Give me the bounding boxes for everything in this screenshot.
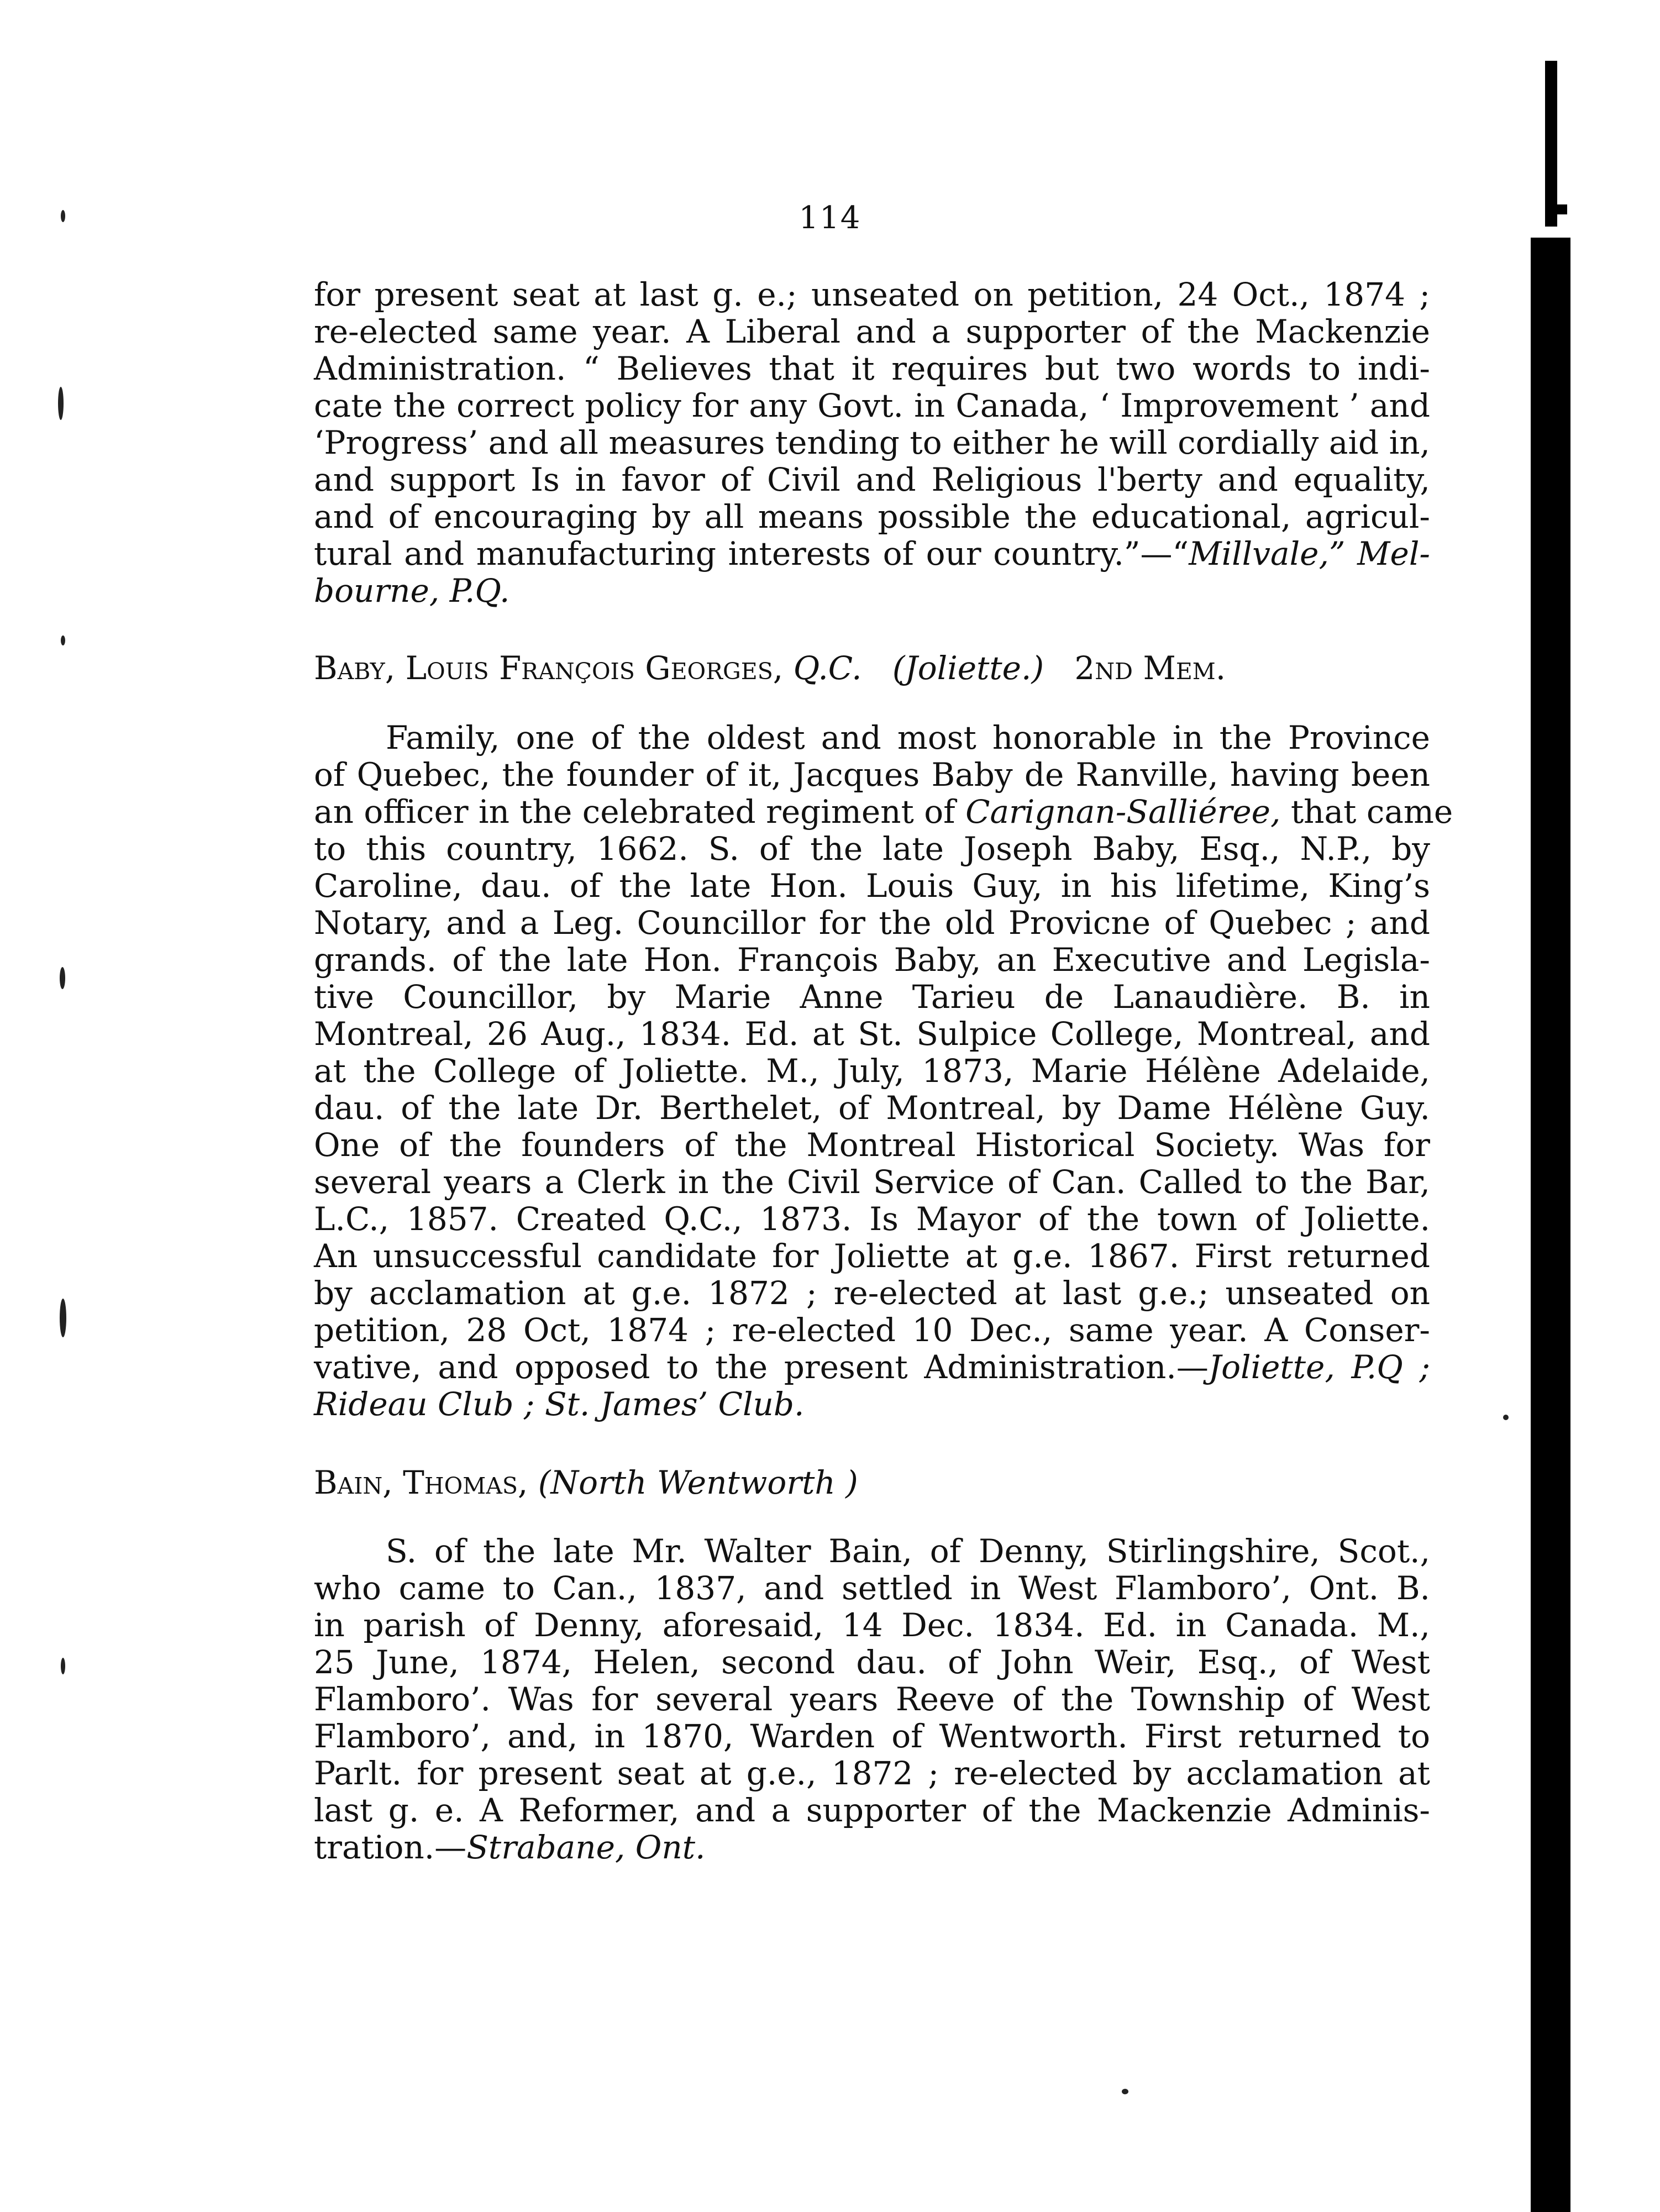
- text-line: by acclamation at g.e. 1872 ; re-elected at last g.e.; unseated on: [314, 1274, 1430, 1312]
- text-line: re-elected same year. A Liberal and a supporter of the Mackenzie: [314, 313, 1430, 350]
- text-line: cate the correct policy for any Govt. in Canada, ‘ Improvement ’ and: [314, 387, 1430, 424]
- scan-speck: [1122, 2089, 1128, 2094]
- text-line: [314, 535, 1430, 572]
- italic-address: Strabane, Ont.: [466, 1829, 706, 1866]
- text-line: [314, 1349, 1430, 1386]
- scan-edge-bar-main: [1531, 238, 1570, 2212]
- text-line: Family, one of the oldest and most honorable in the Province: [386, 719, 1430, 756]
- scan-edge-bar-top: [1545, 61, 1557, 227]
- page-number: 114: [799, 200, 861, 236]
- member-name: Baby, Louis François Georges,: [314, 649, 784, 687]
- scan-speck: [60, 1299, 66, 1337]
- member-title: Q.C.: [793, 649, 862, 687]
- italic-name: Carignan-Salliéree,: [965, 793, 1281, 831]
- text-line: 25 June, 1874, Helen, second dau. of John Weir, Esq., of West: [314, 1643, 1430, 1681]
- member-name: Bain, Thomas,: [314, 1464, 528, 1501]
- scan-speck: [61, 1658, 65, 1674]
- scan-speck: [60, 967, 65, 989]
- italic-address: Rideau Club ; St. James’ Club.: [314, 1385, 805, 1423]
- text-segment: tural and manufacturing interests of our country.”—“: [314, 535, 1189, 572]
- text-line: Caroline, dau. of the late Hon. Louis Guy, in his lifetime, King’s: [314, 867, 1430, 905]
- text-line: at the College of Joliette. M., July, 1873, Marie Hélène Adelaide,: [314, 1052, 1430, 1090]
- text-line: who came to Can., 1837, and settled in West Flamboro’, Ont. B.: [314, 1569, 1430, 1607]
- text-line: Administration. “ Believes that it requires but two words to indi-: [314, 350, 1430, 387]
- scan-speck: [61, 210, 65, 222]
- text-segment: vative, and opposed to the present Administration.—: [314, 1348, 1209, 1386]
- italic-name: Millvale,”: [1189, 535, 1346, 572]
- text-line: [314, 572, 1430, 610]
- text-line: and support Is in favor of Civil and Religious l'berty and equality,: [314, 461, 1430, 498]
- text-line: last g. e. A Reformer, and a supporter of the Mackenzie Adminis-: [314, 1791, 1430, 1829]
- text-line: S. of the late Mr. Walter Bain, of Denny, Stirlingshire, Scot.,: [386, 1532, 1430, 1570]
- text-line: [314, 1829, 1430, 1866]
- scan-speck: [58, 387, 64, 420]
- text-line: tive Councillor, by Marie Anne Tarieu de Lanaudière. B. in: [314, 978, 1430, 1016]
- italic-name: Mel-: [1357, 535, 1431, 572]
- text-line: An unsuccessful candidate for Joliette at g.e. 1867. First returned: [314, 1237, 1430, 1275]
- text-line: several years a Clerk in the Civil Service of Can. Called to the Bar,: [314, 1163, 1430, 1201]
- text-segment: that came: [1290, 793, 1453, 831]
- text-line: petition, 28 Oct, 1874 ; re-elected 10 Dec., same year. A Conser-: [314, 1311, 1430, 1349]
- text-line: to this country, 1662. S. of the late Joseph Baby, Esq., N.P., by: [314, 830, 1430, 868]
- text-line: Montreal, 26 Aug., 1834. Ed. at St. Sulpice College, Montreal, and: [314, 1015, 1430, 1053]
- paragraph-continuation: [314, 276, 1430, 610]
- text-line: Flamboro’, and, in 1870, Warden of Wentworth. First returned to: [314, 1717, 1430, 1755]
- text-line: [314, 793, 1453, 831]
- scan-speck: [1503, 1415, 1509, 1420]
- entry-heading-baby: [314, 650, 1430, 687]
- text-line: Notary, and a Leg. Councillor for the old Provicne of Quebec ; and: [314, 904, 1430, 942]
- scan-edge-bar-tick: [1545, 204, 1567, 214]
- text-line: in parish of Denny, aforesaid, 14 Dec. 1834. Ed. in Canada. M.,: [314, 1606, 1430, 1644]
- text-line: dau. of the late Dr. Berthelet, of Montreal, by Dame Hélène Guy.: [314, 1089, 1430, 1127]
- heading-line: [314, 650, 1430, 687]
- heading-line: [314, 1464, 1430, 1501]
- text-line: of Quebec, the founder of it, Jacques Baby de Ranville, having been: [314, 756, 1430, 794]
- text-line: [314, 1386, 1430, 1423]
- text-line: Flamboro’. Was for several years Reeve of the Township of West: [314, 1680, 1430, 1718]
- riding: (North Wentworth ): [538, 1464, 858, 1501]
- text-line: grands. of the late Hon. François Baby, an Executive and Legisla-: [314, 941, 1430, 979]
- paragraph-bain: [314, 1533, 1430, 1866]
- text-line: for present seat at last g. e.; unseated on petition, 24 Oct., 1874 ;: [314, 276, 1430, 313]
- text-segment: tration.—: [314, 1829, 467, 1866]
- text-line: L.C., 1857. Created Q.C., 1873. Is Mayor of the town of Joliette.: [314, 1200, 1430, 1238]
- italic-name: P.Q.: [449, 572, 510, 610]
- paragraph-baby: [314, 719, 1453, 1423]
- scan-speck: [61, 635, 65, 645]
- text-line: ‘Progress’ and all measures tending to either he will cordially aid in,: [314, 424, 1430, 461]
- italic-address: Joliette, P.Q ;: [1208, 1348, 1430, 1386]
- text-line: One of the founders of the Montreal Historical Society. Was for: [314, 1126, 1430, 1164]
- member-designation: 2nd Mem.: [1074, 649, 1226, 687]
- text-line: Parlt. for present seat at g.e., 1872 ; re-elected by acclamation at: [314, 1754, 1430, 1792]
- entry-heading-bain: [314, 1464, 1430, 1501]
- italic-name: bourne,: [314, 572, 440, 610]
- text-line: and of encouraging by all means possible the educational, agricul-: [314, 498, 1430, 535]
- text-segment: an officer in the celebrated regiment of: [314, 793, 955, 831]
- riding: (Joliette.): [892, 649, 1044, 687]
